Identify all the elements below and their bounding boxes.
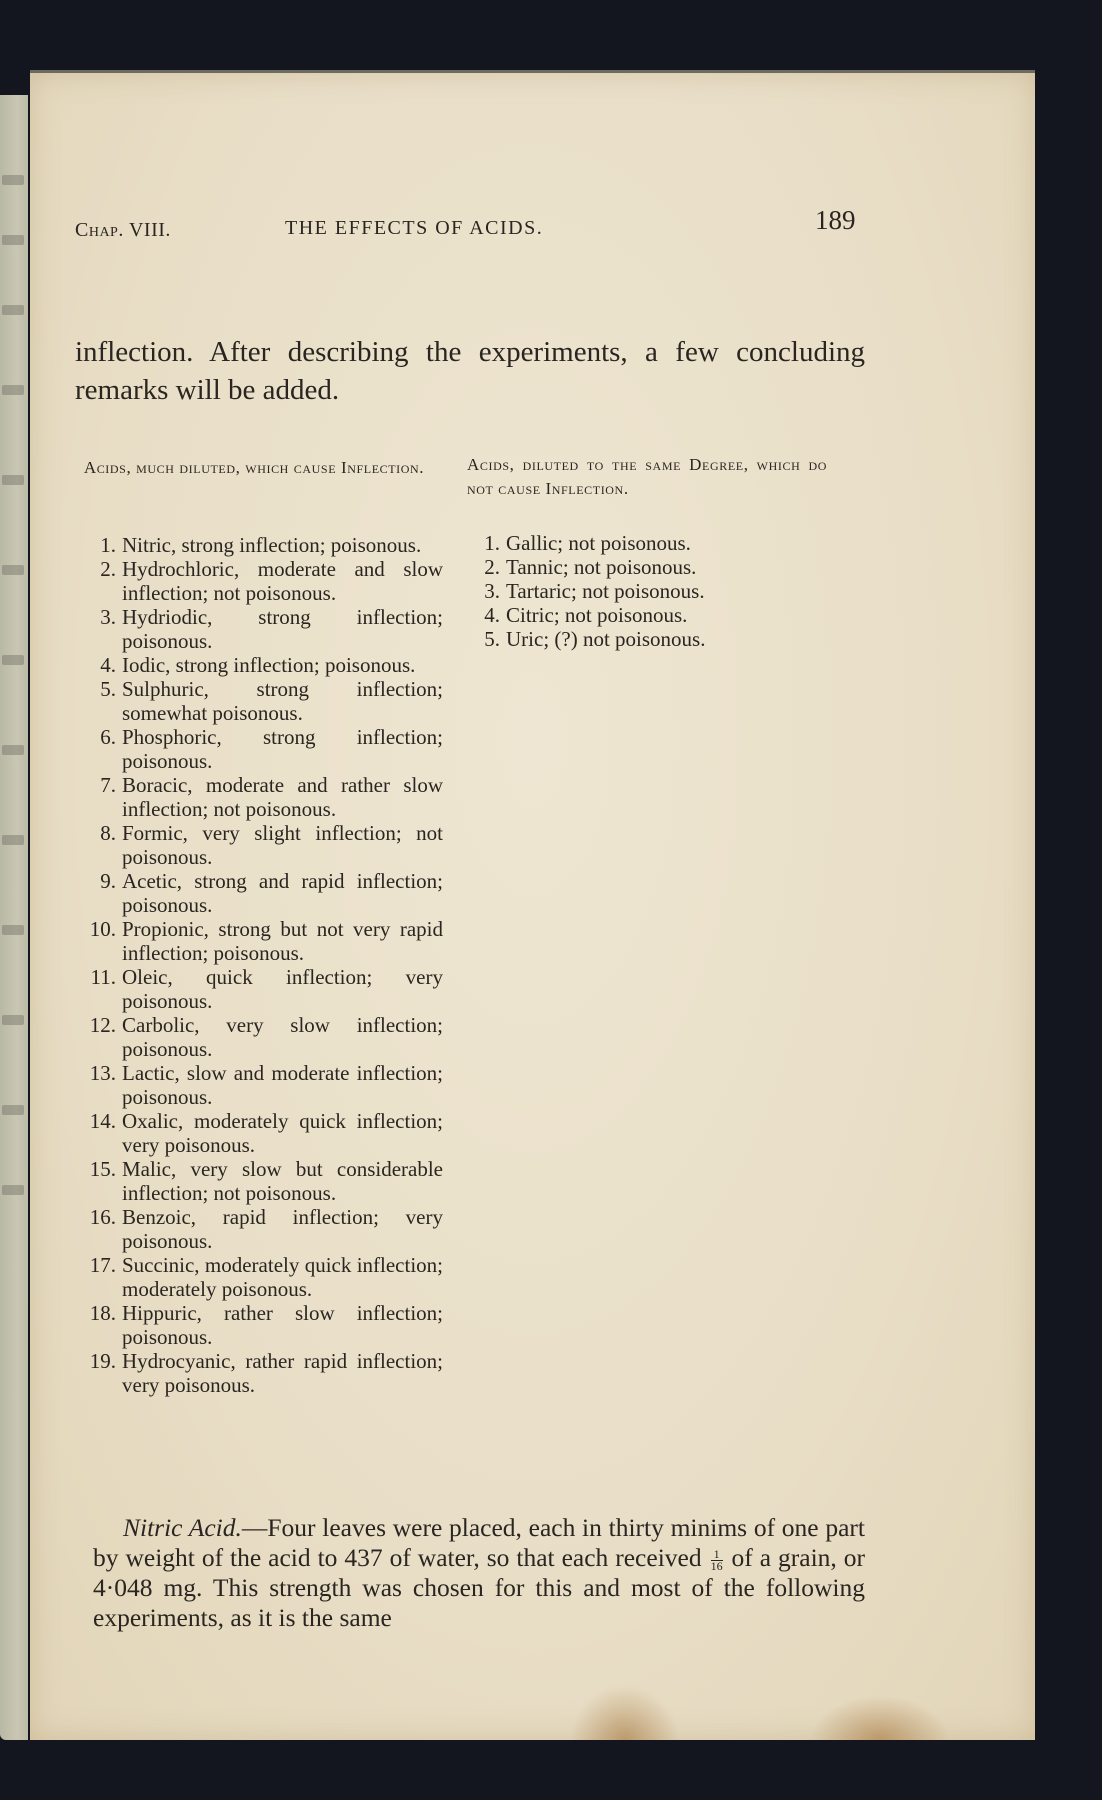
bleed-through-mark (2, 305, 24, 315)
item-text: Uric; (?) not poisonous. (506, 627, 706, 651)
list-item (476, 531, 836, 555)
list-item (78, 1013, 443, 1061)
fraction-numerator: 1 (713, 1546, 720, 1561)
item-number: 3. (100, 605, 116, 629)
item-text: Boracic, moderate and rather slow inflection; not poisonous. (122, 773, 443, 821)
item-number: 4. (100, 653, 116, 677)
paragraph-text-1: —Four leaves were placed, each in thirty minims of one part by weight of the acid to 437 of water, so that each received (93, 1513, 865, 1572)
item-number: 1. (100, 533, 116, 557)
list-item (78, 677, 443, 725)
paragraph-lead: Nitric Acid. (123, 1513, 242, 1542)
list-item (78, 1109, 443, 1157)
list-item (78, 917, 443, 965)
list-item (78, 1349, 443, 1397)
item-text: Hippuric, rather slow inflection; poisonous. (122, 1301, 443, 1349)
bleed-through-mark (2, 475, 24, 485)
page-number: 189 (815, 205, 856, 235)
item-number: 19. (89, 1349, 116, 1373)
inflection-acid-list (78, 533, 443, 1397)
item-text: Citric; not poisonous. (506, 603, 688, 627)
list-item (78, 557, 443, 605)
book-page (30, 70, 1035, 1740)
running-head (75, 205, 865, 245)
bleed-through-mark (2, 745, 24, 755)
bleed-through-mark (2, 565, 24, 575)
list-item (78, 821, 443, 869)
fraction-denominator: 16 (710, 1558, 723, 1573)
intro-text: inflection. After describing the experiments, a few concluding remarks will be added. (75, 336, 865, 406)
item-text: Hydriodic, strong inflection; poisonous. (122, 605, 443, 653)
list-item (78, 653, 443, 677)
item-text: Hydrocyanic, rather rapid inflection; very poisonous. (122, 1349, 443, 1397)
item-number: 13. (89, 1061, 116, 1085)
list-item (78, 533, 443, 557)
list-item (78, 869, 443, 917)
foxing-stain (570, 1685, 680, 1740)
bleed-through-mark (2, 925, 24, 935)
list-item (78, 773, 443, 821)
item-text: Tannic; not poisonous. (506, 555, 697, 579)
bleed-through-mark (2, 175, 24, 185)
item-number: 14. (89, 1109, 116, 1133)
list-item (476, 603, 836, 627)
item-text: Formic, very slight inflection; not poisonous. (122, 821, 443, 869)
list-item (78, 1301, 443, 1349)
item-number: 11. (90, 965, 116, 989)
item-number: 3. (484, 579, 500, 603)
item-text: Phosphoric, strong inflection; poisonous. (122, 725, 443, 773)
item-number: 4. (484, 603, 500, 627)
bleed-through-mark (2, 385, 24, 395)
bleed-through-mark (2, 235, 24, 245)
nitric-acid-paragraph (93, 1513, 865, 1633)
item-text: Lactic, slow and moderate inflection; poisonous. (122, 1061, 443, 1109)
item-text: Carbolic, very slow inflection; poisonous. (122, 1013, 443, 1061)
list-item (78, 1205, 443, 1253)
bleed-through-mark (2, 1015, 24, 1025)
paragraph-text-2: of a grain, or 4·048 mg. This strength was chosen for this and most of the following experiments, as it is the same (93, 1543, 866, 1632)
item-text: Iodic, strong inflection; poisonous. (122, 653, 416, 677)
item-number: 16. (89, 1205, 116, 1229)
item-text: Propionic, strong but not very rapid inflection; poisonous. (122, 917, 443, 965)
chapter-label: Chap. VIII. (75, 219, 171, 241)
list-item (78, 725, 443, 773)
foxing-stain (810, 1695, 950, 1740)
item-number: 8. (100, 821, 116, 845)
list-item (78, 965, 443, 1013)
item-number: 5. (484, 627, 500, 651)
item-number: 15. (89, 1157, 116, 1181)
item-text: Sulphuric, strong inflection; somewhat poisonous. (122, 677, 443, 725)
item-number: 2. (100, 557, 116, 581)
list-item (476, 555, 836, 579)
list-item (476, 579, 836, 603)
list-item (78, 1157, 443, 1205)
item-text: Hydrochloric, moderate and slow inflection; not poisonous. (122, 557, 443, 605)
list-item (78, 605, 443, 653)
left-column-heading: Acids, much diluted, which cause Inflection. (83, 458, 425, 477)
item-text: Succinic, moderately quick inflection; moderately poisonous. (122, 1253, 443, 1301)
running-title: THE EFFECTS OF ACIDS. (285, 217, 544, 239)
item-number: 12. (89, 1013, 116, 1037)
item-number: 5. (100, 677, 116, 701)
item-text: Oleic, quick inflection; very poisonous. (122, 965, 443, 1013)
item-text: Acetic, strong and rapid inflection; poisonous. (122, 869, 443, 917)
item-number: 1. (484, 531, 500, 555)
item-number: 18. (89, 1301, 116, 1325)
item-text: Nitric, strong inflection; poisonous. (122, 533, 422, 557)
non-inflection-acid-list (476, 531, 836, 651)
bleed-through-mark (2, 1105, 24, 1115)
item-text: Gallic; not poisonous. (506, 531, 691, 555)
fraction (710, 1546, 723, 1573)
item-number: 6. (100, 725, 116, 749)
item-text: Oxalic, moderately quick inflection; very poisonous. (122, 1109, 443, 1157)
item-text: Tartaric; not poisonous. (506, 579, 705, 603)
previous-page-edge (0, 95, 28, 1740)
item-number: 2. (484, 555, 500, 579)
item-number: 7. (100, 773, 116, 797)
item-text: Benzoic, rapid inflection; very poisonous. (122, 1205, 443, 1253)
list-item (78, 1061, 443, 1109)
item-number: 10. (89, 917, 116, 941)
item-number: 17. (89, 1253, 116, 1277)
right-column-heading: Acids, diluted to the same Degree, which do not cause Inflection. (467, 455, 827, 498)
bleed-through-mark (2, 835, 24, 845)
bleed-through-mark (2, 1185, 24, 1195)
item-text: Malic, very slow but considerable inflection; not poisonous. (122, 1157, 443, 1205)
bleed-through-mark (2, 655, 24, 665)
list-item (476, 627, 836, 651)
list-item (78, 1253, 443, 1301)
item-number: 9. (100, 869, 116, 893)
